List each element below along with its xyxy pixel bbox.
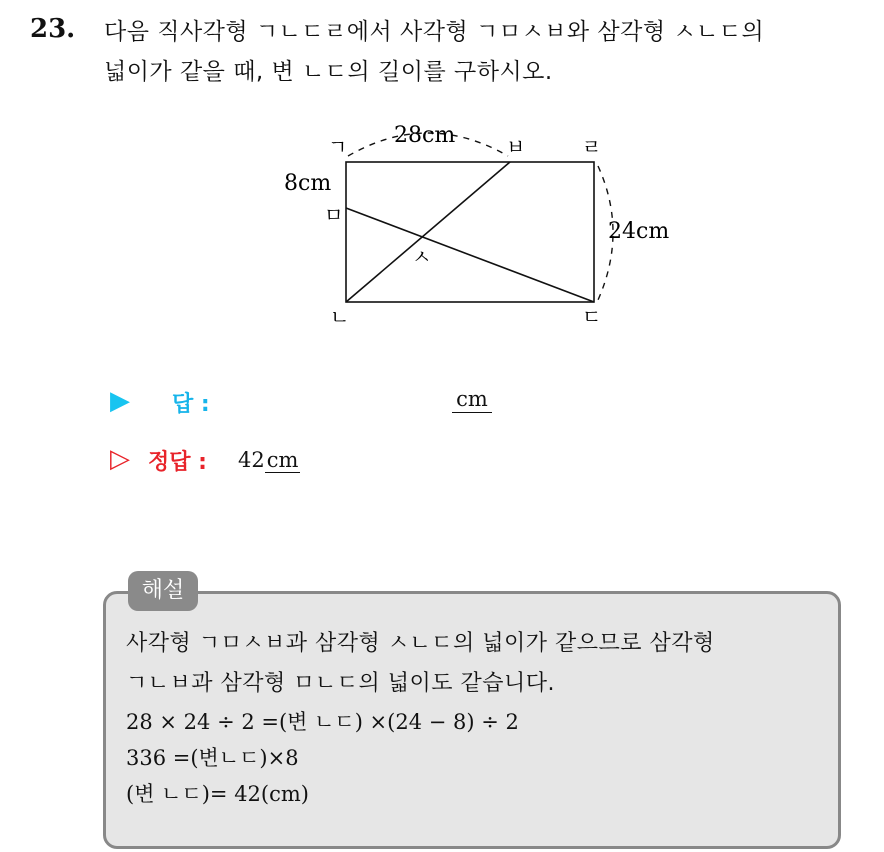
correct-answer-value — [238, 448, 300, 472]
play-icon: ▶ — [110, 386, 130, 416]
rectangle-figure — [270, 110, 700, 340]
label-g: ㄱ — [328, 135, 348, 159]
label-n: ㄴ — [330, 305, 350, 329]
answer-label: 답 : — [172, 392, 210, 417]
label-r: ㄹ — [582, 135, 602, 159]
rectangle-outline — [346, 162, 594, 302]
question-line-2: 넓이가 같을 때, 변 ㄴㄷ의 길이를 구하시오. — [104, 59, 553, 85]
label-b: ㅂ — [506, 135, 526, 159]
question-number: 23. — [30, 14, 76, 44]
solution-text — [126, 624, 826, 812]
correct-value: 42 — [238, 448, 265, 472]
correct-unit: cm — [266, 448, 299, 472]
line-n-b — [346, 162, 510, 302]
solution-tag: 해설 — [128, 571, 198, 611]
label-m: ㅁ — [324, 203, 344, 227]
line-m-d — [346, 208, 594, 302]
question-line-1: 다음 직사각형 ㄱㄴㄷㄹ에서 사각형 ㄱㅁㅅㅂ와 삼각형 ㅅㄴㄷ의 — [104, 19, 765, 45]
solution-line-5: (변 ㄴㄷ)= 42(cm) — [126, 782, 309, 806]
question-text — [104, 12, 864, 92]
solution-line-4: 336 =(변ㄴㄷ)×8 — [126, 746, 299, 770]
dim-label-top: 28cm — [394, 123, 456, 148]
label-s: ㅅ — [412, 245, 432, 269]
solution-line-3: 28 × 24 ÷ 2 =(변 ㄴㄷ) ×(24 − 8) ÷ 2 — [126, 710, 519, 734]
solution-line-2: ㄱㄴㅂ과 삼각형 ㅁㄴㄷ의 넓이도 같습니다. — [126, 671, 556, 696]
play-outline-icon: ▷ — [110, 444, 130, 474]
label-d: ㄷ — [582, 305, 602, 329]
solution-line-1: 사각형 ㄱㅁㅅㅂ과 삼각형 ㅅㄴㄷ의 넓이가 같으므로 삼각형 — [126, 631, 715, 656]
answer-unit[interactable]: cm — [452, 386, 492, 413]
dim-label-left: 8cm — [284, 171, 332, 196]
dim-label-right: 24cm — [608, 219, 670, 244]
correct-answer-label: 정답 : — [148, 450, 207, 475]
